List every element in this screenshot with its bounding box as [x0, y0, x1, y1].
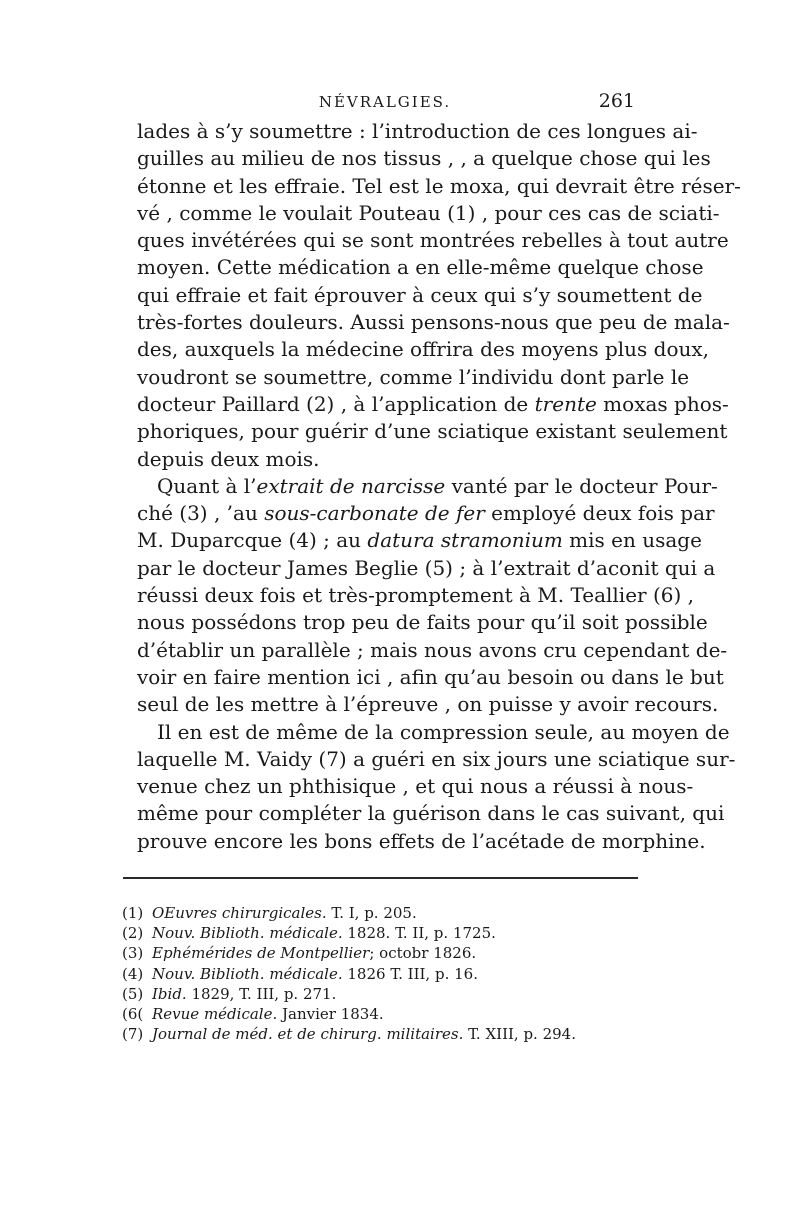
text-run: vé , comme le voulait Pouteau (1) , pour ces cas de sciati-	[137, 200, 720, 225]
text-line	[137, 473, 718, 500]
footnote-rule	[123, 877, 638, 879]
text-run: vanté par le docteur Pour-	[445, 473, 718, 498]
text-run: même pour compléter la guérison dans le cas suivant, qui	[137, 801, 725, 826]
footnote-detail: T. I, p. 205.	[326, 904, 417, 922]
text-run: Il en est de même de la compression seule, au moyen de	[157, 719, 730, 744]
text-line	[137, 364, 690, 391]
footnote-number: (6(	[122, 1005, 144, 1024]
text-line	[137, 773, 694, 800]
text-line	[137, 254, 704, 281]
text-line	[137, 746, 736, 773]
text-run: très-fortes douleurs. Aussi pensons-nous que peu de mala-	[137, 310, 730, 335]
text-run: Quant à l’	[157, 473, 257, 498]
footnote	[122, 923, 642, 943]
body-text	[137, 118, 741, 855]
footnote-detail: T. XIII, p. 294.	[463, 1025, 576, 1044]
text-run: laquelle M. Vaidy (7) a guéri en six jours une sciatique sur-	[137, 746, 736, 771]
text-run: des, auxquels la médecine offrira des moyens plus doux,	[137, 337, 710, 362]
text-run: qui effraie et fait éprouver à ceux qui s’y soumettent de	[137, 282, 703, 307]
text-line	[137, 582, 694, 609]
text-run: étonne et les effraie. Tel est le moxa, qui devrait être réser-	[137, 173, 741, 198]
text-run: seul de les mettre à l’épreuve , on puisse y avoir recours.	[137, 692, 719, 717]
text-line	[137, 800, 725, 827]
text-line	[137, 418, 728, 445]
text-line	[137, 227, 729, 254]
footnote-source: Revue médicale.	[152, 1005, 278, 1024]
text-line	[137, 500, 715, 527]
text-run: depuis deux mois.	[137, 446, 320, 471]
italic-text: extrait de narcisse	[256, 473, 446, 498]
footnote-detail: ; octobr 1826.	[369, 944, 477, 963]
footnote	[122, 943, 642, 963]
text-run: docteur Paillard (2) , à l’application de	[137, 391, 535, 416]
footnote-source: OEuvres chirurgicales.	[152, 904, 327, 922]
footnote-number: (4)	[122, 964, 144, 983]
text-run: par le docteur James Beglie (5) ; à l’extrait d’aconit qui a	[137, 555, 716, 580]
footnote-source: Ephémérides de Montpellier	[152, 944, 370, 963]
text-run: venue chez un phthisique , et qui nous a réussi à nous-	[137, 774, 694, 799]
footnote	[122, 984, 642, 1004]
footnote-source: Ibid.	[152, 984, 187, 1003]
text-line	[137, 828, 706, 855]
footnote-source: Journal de méd. et de chirurg. militaires.	[152, 1025, 464, 1044]
footnote-detail: 1826 T. III, p. 16.	[342, 964, 478, 983]
text-run: phoriques, pour guérir d’une sciatique existant seulement	[137, 419, 728, 444]
text-line	[137, 200, 720, 227]
footnote	[122, 1024, 642, 1044]
text-run: mis en usage	[562, 528, 702, 553]
footnote	[122, 1004, 642, 1024]
footnote-number: (3)	[122, 944, 144, 963]
text-run: nous possédons trop peu de faits pour qu’il soit possible	[137, 610, 708, 635]
text-run: ques invétérées qui se sont montrées rebelles à tout autre	[137, 228, 729, 253]
page-number: 261	[598, 90, 635, 112]
text-run: voudront se soumettre, comme l’individu dont parle le	[137, 364, 690, 389]
text-line	[137, 173, 741, 200]
footnote-detail: Janvier 1834.	[277, 1005, 384, 1024]
text-line	[137, 637, 728, 664]
footnote-number: (5)	[122, 984, 144, 1003]
text-run: réussi deux fois et très-promptement à M. Teallier (6) ,	[137, 583, 694, 608]
footnote-number: (2)	[122, 924, 144, 943]
text-line	[137, 719, 730, 746]
footnote-number: (1)	[122, 904, 144, 922]
text-run: moxas phos-	[596, 391, 729, 416]
text-run: moyen. Cette médication a en elle-même quelque chose	[137, 255, 704, 280]
footnote-detail: 1829, T. III, p. 271.	[186, 984, 337, 1003]
text-run: ché (3) , ’au	[137, 501, 265, 526]
text-run: employé deux fois par	[484, 501, 715, 526]
running-head	[135, 88, 635, 118]
text-line	[137, 336, 710, 363]
italic-text: datura stramonium	[367, 528, 563, 553]
footnote-source: Nouv. Biblioth. médicale.	[152, 924, 343, 943]
footnotes	[122, 903, 642, 1044]
text-line	[137, 391, 729, 418]
text-line	[137, 609, 708, 636]
text-line	[137, 691, 719, 718]
text-line	[137, 446, 637, 473]
text-line	[137, 145, 711, 172]
footnote-number: (7)	[122, 1025, 144, 1044]
text-run: prouve encore les bons effets de l’acétade de morphine.	[137, 828, 706, 853]
footnote-source: Nouv. Biblioth. médicale.	[152, 964, 343, 983]
text-run: voir en faire mention ici , afin qu’au besoin ou dans le but	[137, 664, 724, 689]
text-run: guilles au milieu de nos tissus , , a quelque chose qui les	[137, 146, 711, 171]
text-line	[137, 282, 703, 309]
text-line	[137, 664, 724, 691]
text-line	[137, 118, 698, 145]
footnote	[122, 964, 642, 984]
text-run: M. Duparcque (4) ; au	[137, 528, 368, 553]
text-line	[137, 555, 716, 582]
italic-text: trente	[534, 391, 597, 416]
footnote	[122, 903, 642, 923]
text-line	[137, 527, 702, 554]
footnote-detail: 1828. T. II, p. 1725.	[342, 924, 496, 943]
text-line	[137, 309, 730, 336]
italic-text: sous-carbonate de fer	[264, 501, 485, 526]
text-run: lades à s’y soumettre : l’introduction de ces longues ai-	[137, 119, 698, 143]
text-run: d’établir un parallèle ; mais nous avons cru cependant de-	[137, 637, 728, 662]
running-title: NÉVRALGIES.	[318, 93, 452, 111]
